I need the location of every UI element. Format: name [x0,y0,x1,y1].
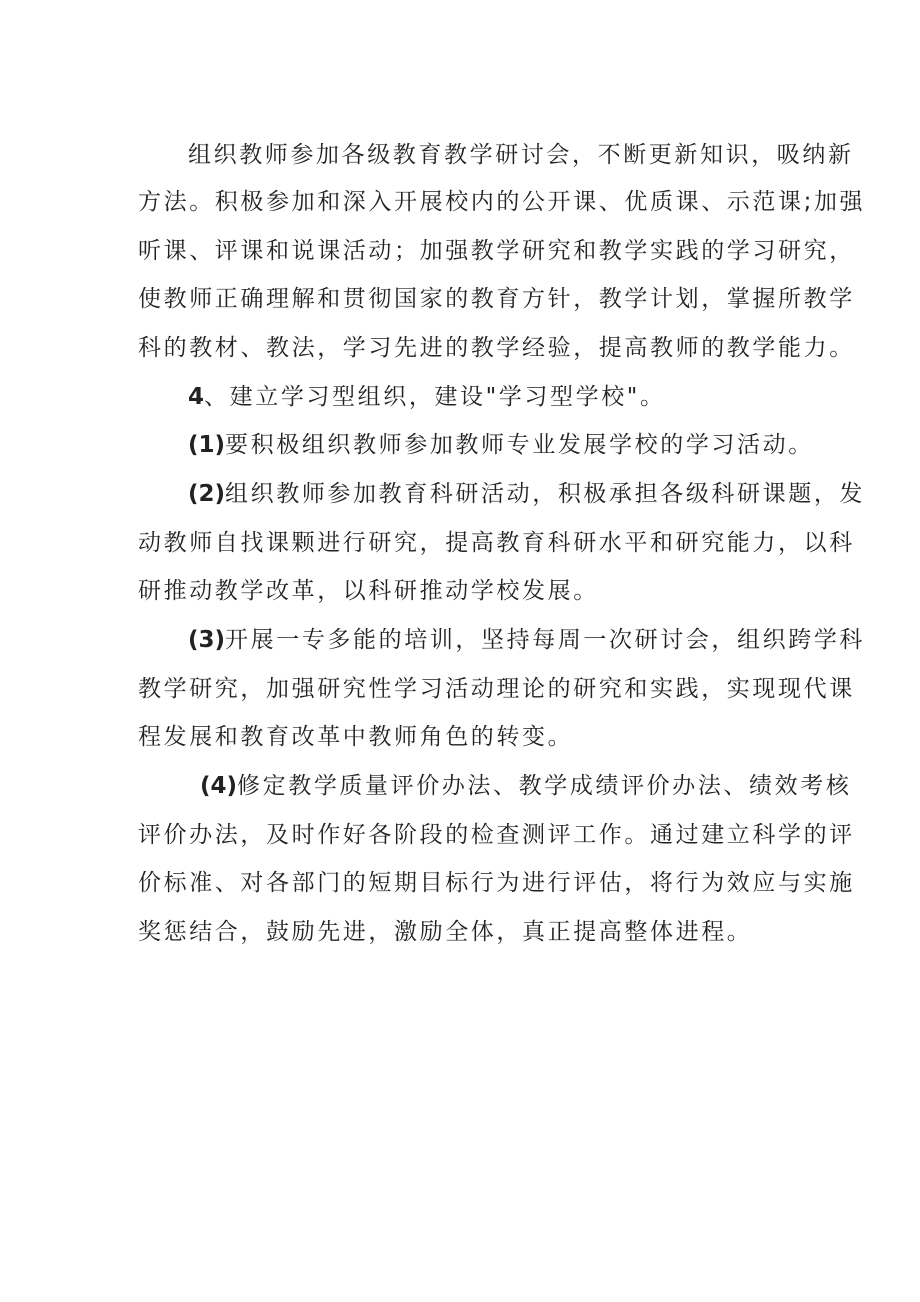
list-item-line [188,479,865,509]
list-item-number: (2) [188,481,226,507]
paragraph-line: 听课、评课和说课活动；加强教学研究和教学实践的学习研究， [138,238,855,264]
paragraph-line: 科的教材、教法，学习先进的教学经验，提高教师的教学能力。 [138,335,855,361]
list-item-line: 价标准、对各部门的短期目标行为进行评估，将行为效应与实施 [138,870,855,896]
list-item-line [188,430,814,460]
list-item-line: 教学研究，加强研究性学习活动理论的研究和实践，实现现代课 [138,676,855,702]
paragraph-line: 使教师正确理解和贯彻国家的教育方针，教学计划，掌握所教学 [138,286,855,312]
list-item-number: (4) [200,773,238,799]
list-item-line [188,625,865,655]
paragraph-line: 组织教师参加各级教育教学研讨会，不断更新知识，吸纳新 [188,142,854,168]
section-heading [188,382,666,412]
list-item-line: 研推动教学改革，以科研推动学校发展。 [138,578,599,604]
list-item-text: 要积极组织教师参加教师专业发展学校的学习活动。 [225,432,814,458]
list-item-line: 程发展和教育改革中教师角色的转变。 [138,724,574,750]
list-item-line: 动教师自找课颗进行研究，提高教育科研水平和研究能力，以科 [138,530,855,556]
list-item-text: 修定教学质量评价办法、教学成绩评价办法、绩效考核 [237,773,852,799]
list-item-line [200,771,851,801]
section-number: 4 [188,384,205,410]
list-item-number: (3) [188,627,226,653]
list-item-text: 开展一专多能的培训，坚持每周一次研讨会，组织跨学科 [225,627,866,653]
section-heading-text: 、建立学习型组织，建设"学习型学校"。 [204,384,666,410]
paragraph-line: 方法。积极参加和深入开展校内的公开课、优质课、示范课;加强 [138,189,866,215]
list-item-line: 评价办法，及时作好各阶段的检查测评工作。通过建立科学的评 [138,822,855,848]
list-item-line: 奖惩结合，鼓励先进，激励全体，真正提高整体进程。 [138,919,753,945]
list-item-number: (1) [188,432,226,458]
list-item-text: 组织教师参加教育科研活动，积极承担各级科研课题，发 [225,481,866,507]
